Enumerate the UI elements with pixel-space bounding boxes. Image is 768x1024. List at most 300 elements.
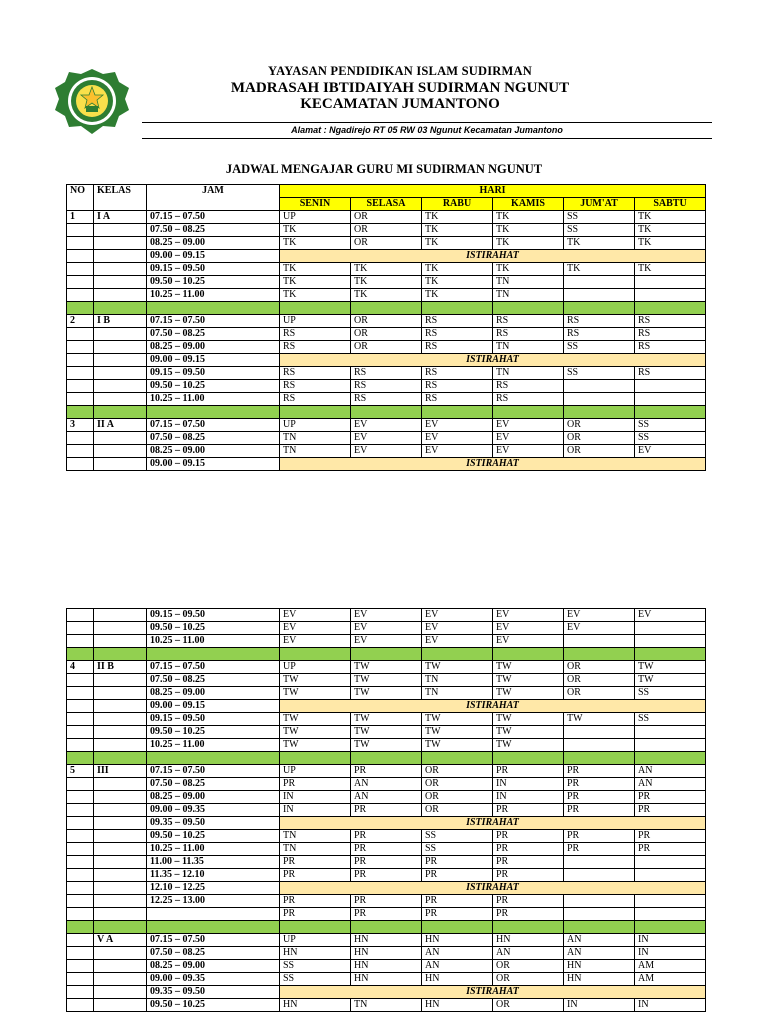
- col-header-no: NO: [67, 185, 94, 211]
- teacher-code-cell: RS: [351, 367, 422, 380]
- teacher-code-cell: TW: [280, 687, 351, 700]
- teacher-code-cell: RS: [635, 328, 706, 341]
- teacher-code-cell: AN: [635, 765, 706, 778]
- teacher-code-cell: SS: [564, 367, 635, 380]
- teacher-code-cell: [635, 908, 706, 921]
- jam-cell: 08.25 – 09.00: [147, 341, 280, 354]
- separator-cell: [493, 302, 564, 315]
- teacher-code-cell: PR: [351, 869, 422, 882]
- separator-cell: [493, 752, 564, 765]
- separator-cell: [147, 648, 280, 661]
- no-cell: [67, 791, 94, 804]
- teacher-code-cell: RS: [493, 393, 564, 406]
- no-cell: [67, 687, 94, 700]
- teacher-code-cell: TW: [422, 661, 493, 674]
- teacher-code-cell: AN: [422, 947, 493, 960]
- jam-cell: 10.25 – 11.00: [147, 289, 280, 302]
- teacher-code-cell: UP: [280, 211, 351, 224]
- teacher-code-cell: IN: [635, 947, 706, 960]
- table-row: [67, 791, 706, 804]
- teacher-code-cell: RS: [493, 380, 564, 393]
- day-header: JUM'AT: [564, 198, 635, 211]
- teacher-code-cell: RS: [422, 380, 493, 393]
- jam-cell: 07.15 – 07.50: [147, 661, 280, 674]
- teacher-code-cell: TW: [351, 661, 422, 674]
- no-cell: [67, 289, 94, 302]
- separator-row: [67, 752, 706, 765]
- jam-cell: 09.50 – 10.25: [147, 380, 280, 393]
- day-header: SABTU: [635, 198, 706, 211]
- teacher-code-cell: RS: [493, 328, 564, 341]
- teacher-code-cell: IN: [493, 778, 564, 791]
- no-cell: [67, 276, 94, 289]
- teacher-code-cell: PR: [493, 843, 564, 856]
- teacher-code-cell: TW: [351, 726, 422, 739]
- separator-cell: [67, 406, 94, 419]
- table-row: [67, 934, 706, 947]
- table-row: [67, 224, 706, 237]
- no-cell: [67, 973, 94, 986]
- jam-cell: 11.00 – 11.35: [147, 856, 280, 869]
- no-cell: [67, 713, 94, 726]
- kelas-cell: [94, 445, 147, 458]
- teacher-code-cell: HN: [422, 999, 493, 1012]
- separator-cell: [67, 648, 94, 661]
- teacher-code-cell: TK: [493, 224, 564, 237]
- teacher-code-cell: PR: [351, 843, 422, 856]
- separator-cell: [635, 302, 706, 315]
- separator-cell: [280, 752, 351, 765]
- separator-row: [67, 648, 706, 661]
- teacher-code-cell: RS: [280, 380, 351, 393]
- table-row: [67, 211, 706, 224]
- teacher-code-cell: TK: [564, 263, 635, 276]
- teacher-code-cell: SS: [280, 973, 351, 986]
- teacher-code-cell: OR: [564, 674, 635, 687]
- kelas-cell: [94, 687, 147, 700]
- no-cell: [67, 458, 94, 471]
- teacher-code-cell: TW: [351, 674, 422, 687]
- teacher-code-cell: RS: [422, 328, 493, 341]
- teacher-code-cell: TK: [422, 276, 493, 289]
- separator-cell: [493, 406, 564, 419]
- teacher-code-cell: [564, 895, 635, 908]
- no-cell: [67, 804, 94, 817]
- teacher-code-cell: OR: [351, 211, 422, 224]
- teacher-code-cell: [635, 635, 706, 648]
- jam-cell: 09.00 – 09.35: [147, 973, 280, 986]
- kelas-cell: I B: [94, 315, 147, 328]
- table-row: [67, 765, 706, 778]
- teacher-code-cell: RS: [351, 393, 422, 406]
- header-rule-top: [142, 122, 712, 123]
- break-label: ISTIRAHAT: [280, 986, 706, 999]
- teacher-code-cell: OR: [564, 445, 635, 458]
- break-label: ISTIRAHAT: [280, 817, 706, 830]
- jam-cell: 08.25 – 09.00: [147, 791, 280, 804]
- jam-cell: 07.15 – 07.50: [147, 419, 280, 432]
- kelas-cell: [94, 224, 147, 237]
- teacher-code-cell: SS: [564, 211, 635, 224]
- teacher-code-cell: TK: [280, 289, 351, 302]
- no-cell: [67, 393, 94, 406]
- kelas-cell: [94, 367, 147, 380]
- no-cell: [67, 445, 94, 458]
- jam-cell: 07.15 – 07.50: [147, 934, 280, 947]
- teacher-code-cell: TK: [564, 237, 635, 250]
- teacher-code-cell: TK: [280, 237, 351, 250]
- no-cell: [67, 999, 94, 1012]
- teacher-code-cell: TK: [280, 224, 351, 237]
- teacher-code-cell: UP: [280, 934, 351, 947]
- teacher-code-cell: [564, 908, 635, 921]
- teacher-code-cell: PR: [564, 778, 635, 791]
- jam-cell: 09.50 – 10.25: [147, 276, 280, 289]
- separator-cell: [351, 406, 422, 419]
- teacher-code-cell: EV: [422, 432, 493, 445]
- teacher-code-cell: TW: [280, 674, 351, 687]
- teacher-code-cell: PR: [280, 895, 351, 908]
- no-cell: 1: [67, 211, 94, 224]
- teacher-code-cell: OR: [422, 765, 493, 778]
- teacher-code-cell: HN: [280, 999, 351, 1012]
- separator-cell: [280, 406, 351, 419]
- kelas-cell: [94, 739, 147, 752]
- teacher-code-cell: UP: [280, 661, 351, 674]
- table-row: [67, 237, 706, 250]
- separator-cell: [280, 648, 351, 661]
- jam-cell: 10.25 – 11.00: [147, 843, 280, 856]
- teacher-code-cell: PR: [422, 856, 493, 869]
- teacher-code-cell: EV: [351, 609, 422, 622]
- teacher-code-cell: HN: [422, 973, 493, 986]
- jam-cell: 09.50 – 10.25: [147, 999, 280, 1012]
- kelas-cell: [94, 999, 147, 1012]
- no-cell: [67, 882, 94, 895]
- teacher-code-cell: OR: [493, 960, 564, 973]
- teacher-code-cell: AN: [351, 778, 422, 791]
- break-row: [67, 700, 706, 713]
- table-row: [67, 276, 706, 289]
- teacher-code-cell: PR: [280, 908, 351, 921]
- teacher-code-cell: PR: [493, 804, 564, 817]
- teacher-code-cell: TW: [280, 713, 351, 726]
- teacher-code-cell: TN: [422, 674, 493, 687]
- teacher-code-cell: EV: [351, 432, 422, 445]
- kelas-cell: [94, 817, 147, 830]
- table-row: [67, 804, 706, 817]
- separator-cell: [67, 921, 94, 934]
- teacher-code-cell: TW: [493, 726, 564, 739]
- kelas-cell: [94, 882, 147, 895]
- teacher-code-cell: TW: [635, 661, 706, 674]
- teacher-code-cell: TW: [351, 687, 422, 700]
- teacher-code-cell: EV: [493, 432, 564, 445]
- break-row: [67, 354, 706, 367]
- col-header-hari: HARI: [280, 185, 706, 198]
- table-row: [67, 674, 706, 687]
- teacher-code-cell: PR: [351, 895, 422, 908]
- schedule-table-page1: [66, 184, 706, 471]
- table-row: [67, 609, 706, 622]
- table-row: [67, 263, 706, 276]
- separator-cell: [147, 406, 280, 419]
- jam-cell: 07.15 – 07.50: [147, 211, 280, 224]
- teacher-code-cell: TK: [280, 276, 351, 289]
- teacher-code-cell: TW: [493, 674, 564, 687]
- teacher-code-cell: PR: [635, 791, 706, 804]
- table-row: [67, 367, 706, 380]
- teacher-code-cell: HN: [564, 960, 635, 973]
- header-rule-bottom: [142, 138, 712, 139]
- no-cell: [67, 635, 94, 648]
- separator-cell: [67, 752, 94, 765]
- separator-cell: [635, 752, 706, 765]
- teacher-code-cell: TN: [351, 999, 422, 1012]
- teacher-code-cell: TW: [493, 687, 564, 700]
- jam-cell: 08.25 – 09.00: [147, 445, 280, 458]
- teacher-code-cell: SS: [422, 843, 493, 856]
- teacher-code-cell: [564, 739, 635, 752]
- day-header: KAMIS: [493, 198, 564, 211]
- break-row: [67, 817, 706, 830]
- teacher-code-cell: TK: [493, 263, 564, 276]
- teacher-code-cell: OR: [422, 804, 493, 817]
- jam-cell: 09.50 – 10.25: [147, 830, 280, 843]
- teacher-code-cell: [635, 622, 706, 635]
- teacher-code-cell: HN: [280, 947, 351, 960]
- table-row: [67, 380, 706, 393]
- table-row: [67, 960, 706, 973]
- teacher-code-cell: TW: [280, 739, 351, 752]
- separator-cell: [564, 406, 635, 419]
- no-cell: [67, 817, 94, 830]
- teacher-code-cell: PR: [280, 778, 351, 791]
- teacher-code-cell: [564, 856, 635, 869]
- jam-cell: 09.00 – 09.35: [147, 804, 280, 817]
- jam-cell: 09.15 – 09.50: [147, 263, 280, 276]
- teacher-code-cell: EV: [493, 622, 564, 635]
- kelas-cell: [94, 856, 147, 869]
- separator-cell: [147, 302, 280, 315]
- teacher-code-cell: EV: [564, 622, 635, 635]
- jam-cell: 09.00 – 09.15: [147, 354, 280, 367]
- jam-cell: 07.15 – 07.50: [147, 765, 280, 778]
- teacher-code-cell: SS: [635, 687, 706, 700]
- teacher-code-cell: TW: [635, 674, 706, 687]
- table-row: [67, 843, 706, 856]
- jam-cell: 07.50 – 08.25: [147, 328, 280, 341]
- kelas-cell: [94, 947, 147, 960]
- no-cell: [67, 726, 94, 739]
- no-cell: [67, 622, 94, 635]
- day-header: SELASA: [351, 198, 422, 211]
- teacher-code-cell: PR: [564, 791, 635, 804]
- jam-cell: 10.25 – 11.00: [147, 393, 280, 406]
- kelas-cell: [94, 341, 147, 354]
- teacher-code-cell: IN: [280, 804, 351, 817]
- separator-cell: [351, 648, 422, 661]
- table-row: [67, 328, 706, 341]
- teacher-code-cell: OR: [493, 973, 564, 986]
- teacher-code-cell: SS: [422, 830, 493, 843]
- teacher-code-cell: TK: [351, 276, 422, 289]
- school-address: Alamat : Ngadirejo RT 05 RW 03 Ngunut Kecamatan Jumantono: [291, 125, 563, 135]
- no-cell: 4: [67, 661, 94, 674]
- teacher-code-cell: HN: [493, 934, 564, 947]
- jam-cell: 07.50 – 08.25: [147, 778, 280, 791]
- teacher-code-cell: TN: [280, 432, 351, 445]
- no-cell: [67, 328, 94, 341]
- no-cell: 3: [67, 419, 94, 432]
- separator-cell: [94, 752, 147, 765]
- no-cell: [67, 869, 94, 882]
- kelas-cell: [94, 263, 147, 276]
- teacher-code-cell: EV: [493, 609, 564, 622]
- jam-cell: 09.35 – 09.50: [147, 817, 280, 830]
- teacher-code-cell: TK: [635, 263, 706, 276]
- table-row: [67, 445, 706, 458]
- teacher-code-cell: EV: [422, 622, 493, 635]
- table-row: [67, 778, 706, 791]
- teacher-code-cell: TW: [280, 726, 351, 739]
- kelas-cell: [94, 393, 147, 406]
- school-logo: [53, 68, 131, 136]
- no-cell: 5: [67, 765, 94, 778]
- teacher-code-cell: PR: [564, 765, 635, 778]
- table-row: [67, 622, 706, 635]
- teacher-code-cell: TK: [493, 237, 564, 250]
- table-row: [67, 856, 706, 869]
- teacher-code-cell: TK: [422, 237, 493, 250]
- jam-cell: 10.25 – 11.00: [147, 739, 280, 752]
- separator-cell: [147, 921, 280, 934]
- separator-cell: [493, 648, 564, 661]
- teacher-code-cell: [635, 289, 706, 302]
- no-cell: [67, 895, 94, 908]
- teacher-code-cell: [564, 869, 635, 882]
- kelas-cell: II B: [94, 661, 147, 674]
- teacher-code-cell: IN: [564, 999, 635, 1012]
- teacher-code-cell: TK: [280, 263, 351, 276]
- teacher-code-cell: RS: [280, 367, 351, 380]
- kelas-cell: [94, 432, 147, 445]
- separator-cell: [493, 921, 564, 934]
- teacher-code-cell: EV: [351, 622, 422, 635]
- no-cell: [67, 947, 94, 960]
- break-row: [67, 882, 706, 895]
- teacher-code-cell: PR: [422, 895, 493, 908]
- teacher-code-cell: TK: [493, 211, 564, 224]
- teacher-code-cell: RS: [635, 315, 706, 328]
- break-row: [67, 986, 706, 999]
- teacher-code-cell: OR: [351, 341, 422, 354]
- separator-cell: [422, 302, 493, 315]
- separator-cell: [280, 921, 351, 934]
- teacher-code-cell: TW: [493, 661, 564, 674]
- teacher-code-cell: TW: [351, 739, 422, 752]
- teacher-code-cell: UP: [280, 315, 351, 328]
- separator-cell: [147, 752, 280, 765]
- teacher-code-cell: OR: [564, 419, 635, 432]
- kelas-cell: II A: [94, 419, 147, 432]
- teacher-code-cell: RS: [422, 367, 493, 380]
- teacher-code-cell: PR: [422, 869, 493, 882]
- table-row: [67, 739, 706, 752]
- kelas-cell: [94, 635, 147, 648]
- table-row: [67, 830, 706, 843]
- jam-cell: 09.50 – 10.25: [147, 622, 280, 635]
- no-cell: [67, 609, 94, 622]
- no-cell: [67, 367, 94, 380]
- teacher-code-cell: EV: [422, 609, 493, 622]
- teacher-code-cell: PR: [280, 869, 351, 882]
- teacher-code-cell: OR: [564, 432, 635, 445]
- teacher-code-cell: RS: [351, 380, 422, 393]
- break-label: ISTIRAHAT: [280, 700, 706, 713]
- jam-cell: 08.25 – 09.00: [147, 960, 280, 973]
- teacher-code-cell: PR: [635, 804, 706, 817]
- separator-cell: [94, 921, 147, 934]
- teacher-code-cell: HN: [351, 947, 422, 960]
- teacher-code-cell: RS: [564, 328, 635, 341]
- teacher-code-cell: TW: [493, 739, 564, 752]
- jam-cell: 08.25 – 09.00: [147, 687, 280, 700]
- teacher-code-cell: EV: [635, 445, 706, 458]
- table-row: [67, 419, 706, 432]
- break-row: [67, 250, 706, 263]
- teacher-code-cell: EV: [280, 622, 351, 635]
- teacher-code-cell: PR: [493, 908, 564, 921]
- teacher-code-cell: RS: [635, 341, 706, 354]
- kelas-cell: [94, 622, 147, 635]
- teacher-code-cell: RS: [280, 341, 351, 354]
- teacher-code-cell: EV: [493, 635, 564, 648]
- teacher-code-cell: SS: [280, 960, 351, 973]
- table-row: [67, 687, 706, 700]
- table-row: [67, 973, 706, 986]
- teacher-code-cell: TN: [280, 830, 351, 843]
- teacher-code-cell: TN: [493, 341, 564, 354]
- jam-cell: 07.50 – 08.25: [147, 947, 280, 960]
- teacher-code-cell: AN: [564, 934, 635, 947]
- teacher-code-cell: RS: [635, 367, 706, 380]
- teacher-code-cell: [635, 393, 706, 406]
- teacher-code-cell: [635, 856, 706, 869]
- table-row: [67, 869, 706, 882]
- teacher-code-cell: RS: [493, 315, 564, 328]
- teacher-code-cell: EV: [280, 609, 351, 622]
- teacher-code-cell: [564, 726, 635, 739]
- teacher-code-cell: OR: [351, 328, 422, 341]
- kelas-cell: V A: [94, 934, 147, 947]
- teacher-code-cell: PR: [635, 843, 706, 856]
- jam-cell: 09.00 – 09.15: [147, 250, 280, 263]
- table-row: [67, 661, 706, 674]
- table-row: [67, 289, 706, 302]
- no-cell: [67, 986, 94, 999]
- teacher-code-cell: [635, 380, 706, 393]
- separator-cell: [635, 921, 706, 934]
- separator-cell: [351, 302, 422, 315]
- teacher-code-cell: PR: [564, 843, 635, 856]
- separator-cell: [422, 921, 493, 934]
- break-label: ISTIRAHAT: [280, 882, 706, 895]
- teacher-code-cell: EV: [422, 635, 493, 648]
- separator-cell: [564, 648, 635, 661]
- teacher-code-cell: EV: [635, 609, 706, 622]
- teacher-code-cell: EV: [422, 419, 493, 432]
